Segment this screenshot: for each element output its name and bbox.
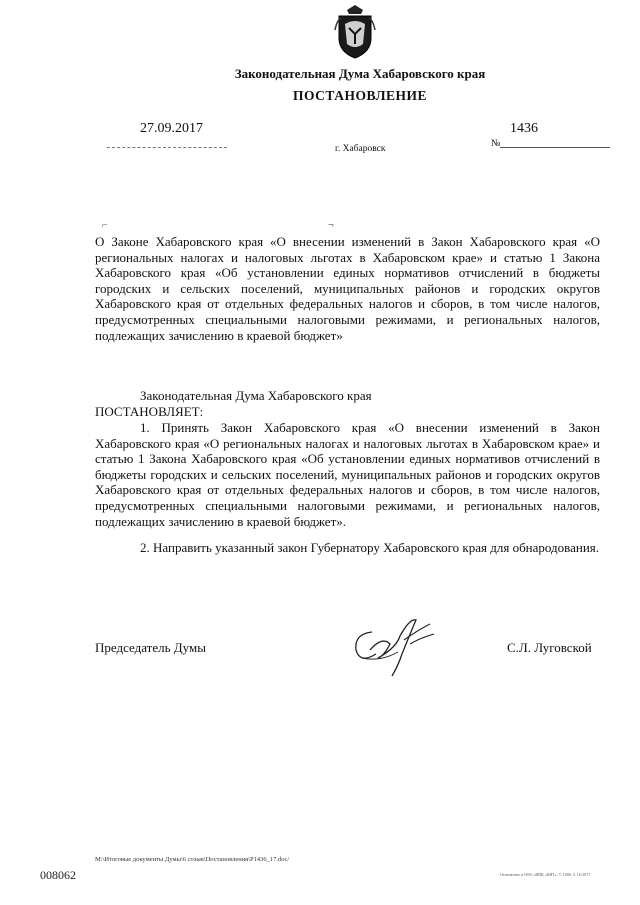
document-title: О Законе Хабаровского края «О внесении изменений в Закон Хабаровского края «О региональных налогах и налоговых льготах в Хабаровском крае» и статью 1 Закона Хабаровского края «Об установлении единых нормативов отчислений в бюджеты городских и сельских поселений, муниципальных районов и городских округов Хабаровского края от отдельных федеральных налогов и сборов, в том числе налогов, предусмотренных специальными налоговыми режимами, и региональных налогов, подлежащих зачислению в краевой бюджет» bbox=[95, 234, 600, 343]
signatory-position: Председатель Думы bbox=[95, 640, 206, 655]
file-path: M:\Итоговые документы Думы\6 созыв\Постановления\P1436_17.doc/ bbox=[95, 856, 290, 863]
number-underline bbox=[500, 147, 610, 148]
paragraph-2: 2. Направить указанный закон Губернатору Хабаровского края для обнародования. bbox=[140, 540, 600, 555]
title-bracket-right: ¬ bbox=[328, 220, 334, 231]
number-label: № bbox=[491, 138, 501, 149]
document-city: г. Хабаровск bbox=[335, 144, 386, 154]
paragraph-1: 1. Принять Закон Хабаровского края «О внесении изменений в Закон Хабаровского края «О региональных налогах и налоговых льготах в Хабаровском крае» и статью 1 Закона Хабаровского края «Об установлении единых нормативов отчислений в бюджеты городских и сельских поселений, муниципальных районов и городских округов Хабаровского края от отдельных федеральных налогов и сборов, в том числе налогов, предусмотренных специальными налоговыми режимами, и региональных налогов, подлежащих зачислению в краевой бюджет». bbox=[95, 420, 600, 529]
signatory-name: С.Л. Луговской bbox=[507, 640, 592, 655]
document-code: 008062 bbox=[40, 868, 76, 882]
document-date: 27.09.2017 bbox=[140, 121, 203, 136]
handwritten-signature bbox=[340, 610, 440, 680]
resolves-heading: ПОСТАНОВЛЯЕТ: bbox=[95, 404, 204, 419]
date-underline bbox=[107, 147, 227, 148]
document-type: ПОСТАНОВЛЕНИЕ bbox=[292, 88, 428, 103]
title-bracket-left: ⌐ bbox=[102, 220, 108, 231]
organization-name: Законодательная Дума Хабаровского края bbox=[234, 66, 486, 81]
print-note: Отпечатано в ООО «ИПК «КИТ». Т. 1000. З. 16-2017 bbox=[500, 872, 591, 877]
coat-of-arms-emblem bbox=[333, 4, 377, 60]
document-number: 1436 bbox=[510, 121, 538, 136]
body-intro: Законодательная Дума Хабаровского края bbox=[140, 388, 372, 403]
